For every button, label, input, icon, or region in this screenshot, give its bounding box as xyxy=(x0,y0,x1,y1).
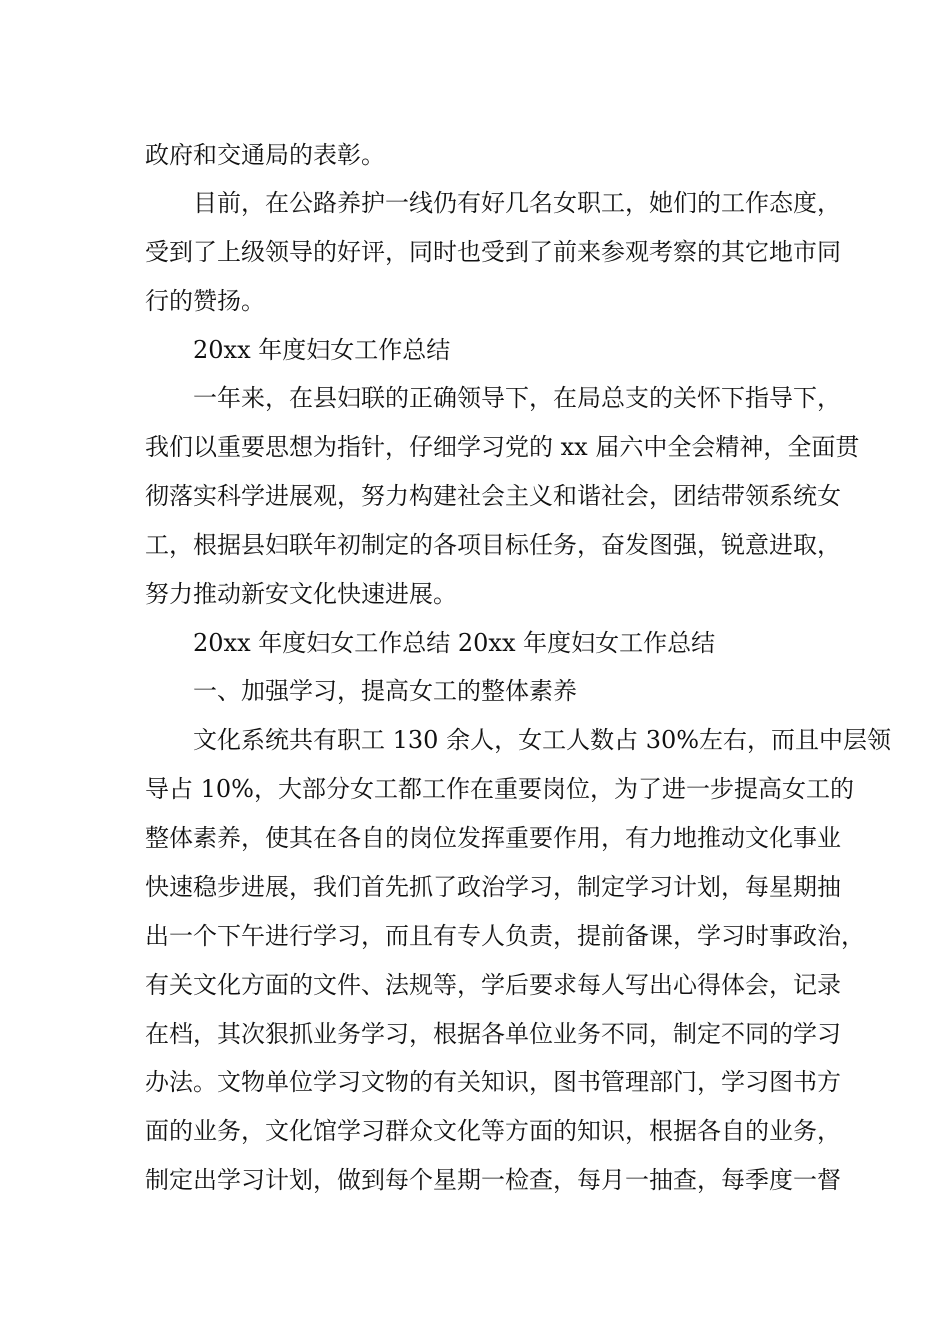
text-line: 彻落实科学进展观，努力构建社会主义和谐社会，团结带领系统女 xyxy=(145,482,841,510)
text-line: 导占 10%，大部分女工都工作在重要岗位，为了进一步提高女工的 xyxy=(145,775,854,803)
text-line: 整体素养，使其在各自的岗位发挥重要作用，有力地推动文化事业 xyxy=(145,824,841,852)
text-line: 我们以重要思想为指针，仔细学习党的 xx 届六中全会精神，全面贯 xyxy=(145,433,860,461)
text-line: 行的赞扬。 xyxy=(145,287,265,315)
text-line: 受到了上级领导的好评，同时也受到了前来参观考察的其它地市同 xyxy=(145,238,841,266)
section-heading: 20xx 年度妇女工作总结 20xx 年度妇女工作总结 xyxy=(193,629,716,657)
section-heading: 一、加强学习，提高女工的整体素养 xyxy=(193,677,577,705)
text-line: 有关文化方面的文件、法规等，学后要求每人写出心得体会，记录 xyxy=(145,971,841,999)
text-line: 一年来，在县妇联的正确领导下，在局总支的关怀下指导下， xyxy=(193,384,841,412)
section-heading: 20xx 年度妇女工作总结 xyxy=(193,336,451,364)
text-line: 文化系统共有职工 130 余人，女工人数占 30%左右，而且中层领 xyxy=(193,726,892,754)
text-line: 办法。文物单位学习文物的有关知识，图书管理部门，学习图书方 xyxy=(145,1068,841,1096)
text-line: 努力推动新安文化快速进展。 xyxy=(145,580,457,608)
text-line: 政府和交通局的表彰。 xyxy=(145,141,385,169)
text-line: 快速稳步进展，我们首先抓了政治学习，制定学习计划，每星期抽 xyxy=(145,873,841,901)
text-line: 面的业务，文化馆学习群众文化等方面的知识，根据各自的业务， xyxy=(145,1117,841,1145)
text-line: 工，根据县妇联年初制定的各项目标任务，奋发图强，锐意进取， xyxy=(145,531,841,559)
text-line: 出一个下午进行学习，而且有专人负责，提前备课，学习时事政治， xyxy=(145,922,865,950)
text-line: 制定出学习计划，做到每个星期一检查，每月一抽查，每季度一督 xyxy=(145,1166,841,1194)
text-line: 目前，在公路养护一线仍有好几名女职工，她们的工作态度， xyxy=(193,189,841,217)
text-line: 在档，其次狠抓业务学习，根据各单位业务不同，制定不同的学习 xyxy=(145,1020,841,1048)
